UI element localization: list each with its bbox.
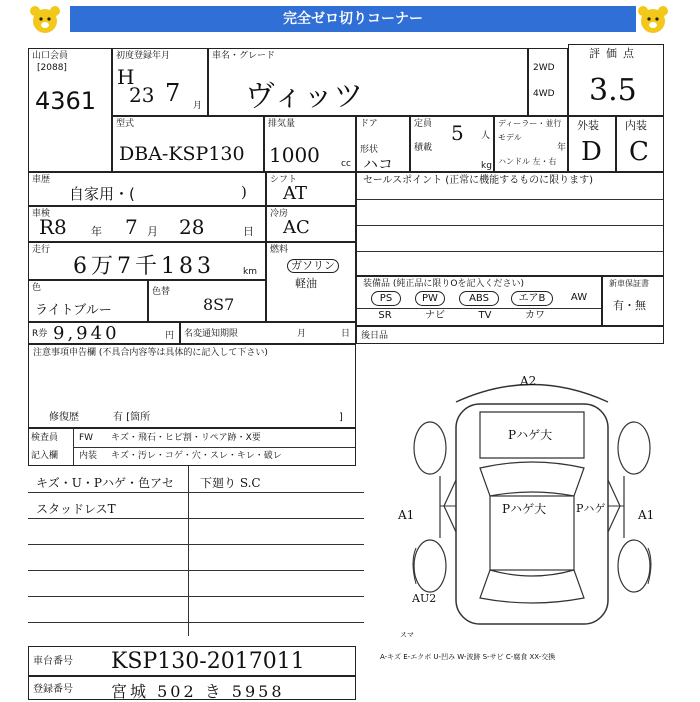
capacity-value: 5 <box>451 121 464 145</box>
shift-box <box>266 172 356 206</box>
color-box <box>28 280 148 322</box>
lot-label: [2088] <box>37 63 67 73</box>
diagram-rear-mark: AU2 <box>412 592 437 605</box>
color-value: ライトブルー <box>35 303 112 318</box>
equipment-ps: PS <box>371 291 401 306</box>
warranty-box <box>602 276 664 326</box>
ac-box <box>266 206 356 242</box>
year-unit: 年 <box>557 143 567 153</box>
4wd-label: 4WD <box>533 89 555 99</box>
doors-box <box>356 116 410 172</box>
ac-value: AC <box>283 217 310 238</box>
auction-sheet <box>28 44 664 700</box>
equipment-airbag: エアB <box>511 291 553 306</box>
color-label: 色 <box>32 283 42 293</box>
diagram-side-mark: Pハゲ <box>576 502 606 515</box>
interior-marks: キズ・汚レ・コゲ・穴・スレ・キレ・破レ <box>111 451 282 461</box>
score-box <box>568 44 664 116</box>
2wd-label: 2WD <box>533 63 555 73</box>
header <box>0 0 700 40</box>
chassis-number: KSP130-2017011 <box>111 649 305 674</box>
registration-month: 7 <box>165 79 181 107</box>
interior-grade: C <box>629 137 649 167</box>
notes-label: 注意事項申告欄 (不具合内容等は具体的に記入して下さい) <box>33 348 268 358</box>
bear-mascot-icon <box>28 4 62 36</box>
sales-point-box <box>356 172 664 276</box>
plate-box <box>28 676 356 700</box>
interior-box <box>616 116 664 172</box>
usage-close: ) <box>241 183 247 201</box>
name-change-label: 名変通知期限 <box>184 329 239 339</box>
shift-label: シフト <box>270 175 298 185</box>
remarks-line-2: スタッドレスT <box>36 502 116 516</box>
recycle-box <box>28 322 180 344</box>
doors-label: ドア <box>360 119 378 129</box>
chassis-label: 車台番号 <box>33 656 73 667</box>
shape-value: ハコ <box>363 155 394 173</box>
inspection-label: 車検 <box>32 209 51 219</box>
capacity-label: 定員 <box>414 119 433 129</box>
score-value: 3.5 <box>589 73 637 108</box>
capacity-box <box>410 116 494 172</box>
dealer-box <box>494 116 568 172</box>
diagram-right-mark: A1 <box>638 508 655 522</box>
model-year-label: モデル <box>498 133 522 142</box>
cc-unit: cc <box>341 159 351 169</box>
model-name: ヴィッツ <box>245 79 364 114</box>
name-change-month: 月 <box>297 329 307 339</box>
inspection-month: 7 <box>125 215 138 239</box>
year-unit: 年 <box>91 225 102 238</box>
equipment-pw: PW <box>415 291 445 306</box>
name-change-box <box>180 322 356 344</box>
km-unit: km <box>243 267 257 277</box>
equipment-tv: TV <box>478 310 492 321</box>
diagram-top-mark: A2 <box>520 374 537 388</box>
page-title: 完全ゼロ切りコーナー <box>70 6 636 32</box>
yen-unit: 円 <box>165 331 175 341</box>
fw-marks: キズ・飛石・ヒビ割・リペア跡・X要 <box>111 433 261 443</box>
exterior-box <box>568 116 616 172</box>
shift-value: AT <box>283 183 308 204</box>
model-label: 車名・グレード <box>212 51 276 61</box>
dealer-label: ディーラー・並行 <box>498 119 562 128</box>
repair-label: 修復歴 <box>49 412 79 423</box>
diagram-rear-sub: スマ <box>400 631 414 639</box>
bear-mascot-icon <box>636 4 670 36</box>
registration-label: 初度登録年月 <box>116 51 171 61</box>
displacement-label: 排気量 <box>268 119 296 129</box>
month-unit: 月 <box>147 225 158 238</box>
equipment-abs: ABS <box>459 291 499 306</box>
warranty-label: 新車保証書 <box>609 279 649 288</box>
equipment-leather: カワ <box>525 310 545 321</box>
inspector-entry-label: 記入欄 <box>31 451 59 461</box>
name-change-day: 日 <box>341 329 351 339</box>
equipment-navi: ナビ <box>425 310 445 321</box>
color-code-label: 色替 <box>152 287 171 297</box>
inspection-day: 28 <box>179 215 205 239</box>
type-value: DBA-KSP130 <box>119 143 245 165</box>
auction-label: 山口会員 <box>32 51 69 61</box>
shape-label: 形状 <box>360 145 379 155</box>
handle-label: ハンドル 左・右 <box>498 157 557 166</box>
fuel-box <box>266 242 356 322</box>
lot-number: 4361 <box>35 87 97 115</box>
usage-box <box>28 172 266 206</box>
displacement-value: 1000 <box>269 143 320 167</box>
exterior-label: 外装 <box>577 119 599 132</box>
color-code-value: 8S7 <box>203 295 235 314</box>
equipment-box <box>356 276 602 326</box>
equipment-label: 装備品 (純正品に限りOを記入ください) <box>363 279 524 289</box>
equipment-sr: SR <box>378 310 392 321</box>
registration-era: H <box>117 65 135 89</box>
follow-box <box>356 326 664 344</box>
follow-label: 後日品 <box>361 331 389 341</box>
color-code-box <box>148 280 266 322</box>
registration-year: 23 <box>129 83 155 107</box>
plate-label: 登録番号 <box>33 684 73 695</box>
inspector-label: 検査員 <box>31 433 59 443</box>
inspector-box <box>28 428 356 466</box>
diagram-left-mark: A1 <box>398 508 415 522</box>
sales-point-label: セールスポイント (正常に機能するものに限ります) <box>363 175 594 186</box>
interior-label: 内装 <box>625 119 647 132</box>
diagram-hood-mark: Pハゲ大 <box>508 428 553 442</box>
gasoline-option: ガソリン <box>287 259 339 273</box>
mileage-label: 走行 <box>32 245 51 255</box>
repair-close: ] <box>339 412 343 423</box>
repair-value: 有 [箇所 <box>113 412 151 423</box>
model-box <box>208 48 528 116</box>
interior-marks-label: 内装 <box>79 451 98 461</box>
mileage-box <box>28 242 266 280</box>
diagram-roof-mark: Pハゲ大 <box>502 502 547 516</box>
score-label: 評価点 <box>589 47 640 60</box>
recycle-value: 9,940 <box>53 323 120 344</box>
plate-number: 宮城 502 き 5958 <box>111 682 285 701</box>
remarks-area <box>28 466 368 640</box>
damage-legend: A-キズ E-エクボ U-凹み W-波跡 S-サビ C-腐食 XX-交換 <box>380 653 556 661</box>
kg-unit: kg <box>481 161 492 171</box>
remarks-line-3: 下廻り S.C <box>200 476 261 490</box>
usage-label: 車歴 <box>32 175 51 185</box>
type-box <box>112 116 264 172</box>
drive-box <box>528 48 568 116</box>
inspection-box <box>28 206 266 242</box>
usage-value: 自家用・( <box>69 185 135 203</box>
chassis-box <box>28 646 356 676</box>
fw-label: FW <box>79 433 94 443</box>
exterior-grade: D <box>581 137 602 167</box>
notes-box <box>28 344 356 428</box>
type-label: 型式 <box>116 119 135 129</box>
load-label: 積載 <box>414 143 433 153</box>
fuel-label: 燃料 <box>270 245 289 255</box>
registration-box <box>112 48 208 116</box>
diesel-option: 軽油 <box>295 277 317 290</box>
mileage-value: 6万7千183 <box>73 254 215 279</box>
equipment-aw: AW <box>570 292 588 303</box>
remarks-line-1: キズ・U・Pハゲ・色アセ <box>36 476 174 490</box>
capacity-unit: 人 <box>481 131 491 141</box>
lot-box <box>28 48 112 172</box>
inspection-era: R8 <box>39 215 67 239</box>
warranty-value: 有・無 <box>613 299 646 312</box>
day-unit: 日 <box>243 225 254 238</box>
month-unit: 月 <box>193 101 203 111</box>
ac-label: 冷房 <box>270 209 289 219</box>
recycle-label: R券 <box>32 329 48 339</box>
displacement-box <box>264 116 356 172</box>
